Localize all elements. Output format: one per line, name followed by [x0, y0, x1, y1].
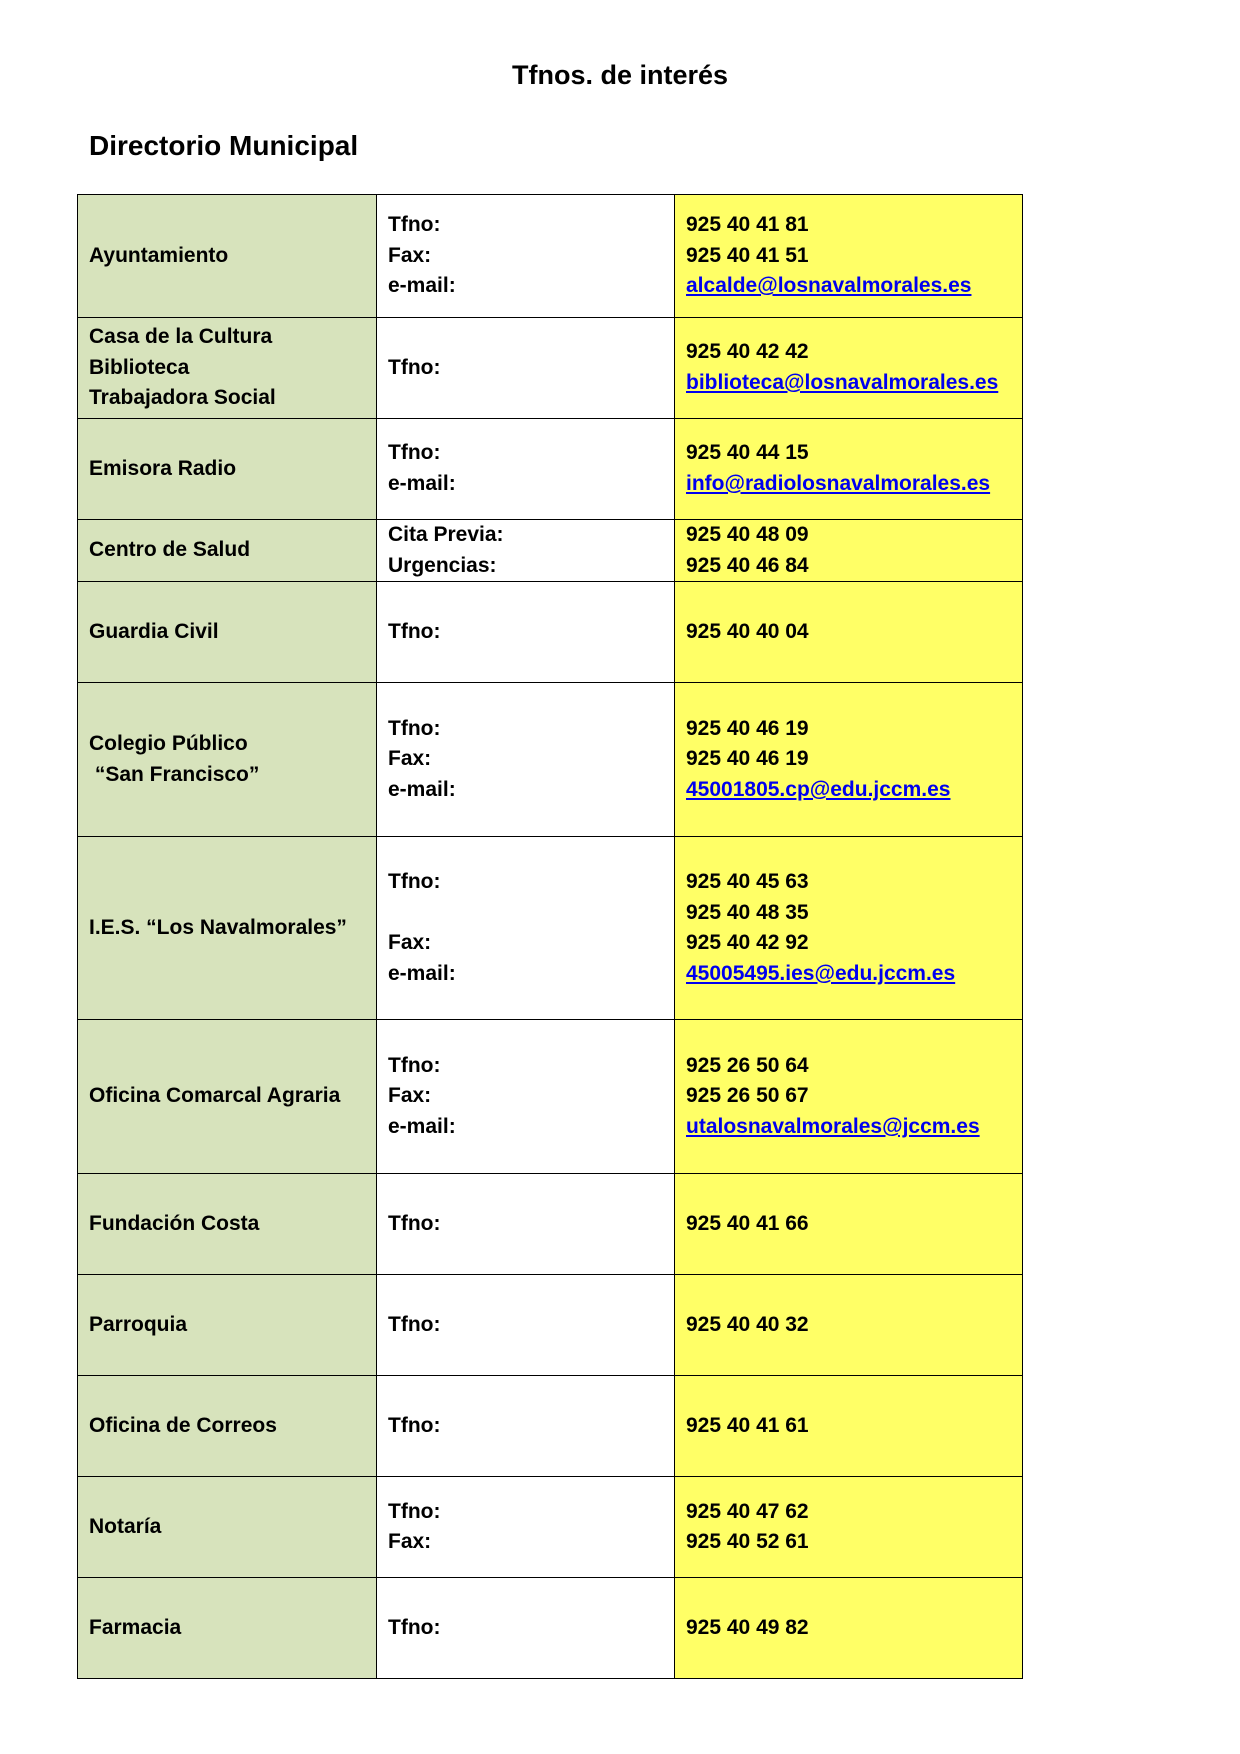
contact-type-label	[388, 898, 663, 929]
entity-name-line: Oficina Comarcal Agraria	[89, 1084, 341, 1108]
phone-number: 925 40 46 19	[686, 716, 809, 740]
email-link[interactable]: utalosnavalmorales@jccm.es	[686, 1114, 980, 1138]
contact-type-label: Tfno:	[388, 1211, 441, 1235]
contact-value-cell	[675, 1376, 1023, 1477]
contact-type-label: Tfno:	[388, 870, 441, 893]
phone-number: 925 40 41 81	[686, 213, 809, 237]
contact-type-label: Tfno:	[388, 1499, 441, 1523]
table-row	[78, 1275, 1023, 1376]
contact-value-cell	[675, 318, 1023, 419]
contact-type-cell	[377, 582, 675, 683]
entity-name-cell	[78, 419, 377, 520]
contact-value-cell	[675, 582, 1023, 683]
contact-type-cell	[377, 837, 675, 1020]
directory-table-body	[78, 195, 1023, 1679]
phone-number: 925 40 41 51	[686, 243, 809, 267]
contact-type-label: e-mail:	[388, 274, 456, 298]
entity-name-line: Fundación Costa	[89, 1211, 260, 1235]
contact-type-label: Tfno:	[388, 619, 441, 643]
contact-type-label: Tfno:	[388, 1413, 441, 1437]
contact-type-label: Fax:	[388, 931, 432, 955]
entity-name-cell	[78, 1020, 377, 1174]
contact-type-cell	[377, 318, 675, 419]
contact-value-cell	[675, 1020, 1023, 1174]
phone-number: 925 40 44 15	[686, 441, 809, 465]
contact-type-label: Tfno:	[388, 213, 441, 237]
phone-number: 925 40 40 04	[686, 619, 809, 643]
contact-type-label: e-mail:	[388, 961, 456, 985]
email-link[interactable]: info@radiolosnavalmorales.es	[686, 472, 991, 495]
entity-name-cell	[78, 1376, 377, 1477]
contact-type-cell	[377, 520, 675, 582]
contact-type-label: Fax:	[388, 1530, 432, 1554]
entity-name-cell	[78, 195, 377, 318]
phone-number: 925 40 41 66	[686, 1211, 809, 1235]
contact-type-cell	[377, 1275, 675, 1376]
phone-number: 925 26 50 67	[686, 1084, 809, 1108]
entity-name-cell	[78, 683, 377, 837]
table-row	[78, 1578, 1023, 1679]
phone-number: 925 40 49 82	[686, 1615, 809, 1639]
phone-number: 925 40 46 84	[686, 553, 809, 577]
contact-type-label: Tfno:	[388, 1615, 441, 1639]
contact-value-cell	[675, 1578, 1023, 1679]
contact-type-cell	[377, 1376, 675, 1477]
table-row	[78, 520, 1023, 582]
table-row	[78, 195, 1023, 318]
entity-name-cell	[78, 318, 377, 419]
contact-type-cell	[377, 419, 675, 520]
table-row	[78, 1477, 1023, 1578]
entity-name-cell	[78, 520, 377, 582]
table-row	[78, 582, 1023, 683]
phone-number: 925 40 42 42	[686, 340, 809, 364]
entity-name-line: Guardia Civil	[89, 619, 219, 643]
contact-type-label: Urgencias:	[388, 553, 497, 577]
phone-number: 925 40 47 62	[686, 1499, 809, 1523]
email-link[interactable]: alcalde@losnavalmorales.es	[686, 274, 972, 298]
table-row	[78, 1376, 1023, 1477]
phone-number: 925 40 48 35	[686, 900, 809, 924]
contact-type-cell	[377, 1477, 675, 1578]
contact-type-label: Fax:	[388, 1084, 432, 1108]
contact-type-cell	[377, 1578, 675, 1679]
entity-name-line: Farmacia	[89, 1615, 182, 1639]
phone-number: 925 40 52 61	[686, 1530, 809, 1554]
contact-value-cell	[675, 1477, 1023, 1578]
entity-name-line: Notaría	[89, 1514, 162, 1538]
contact-type-label: Tfno:	[388, 1312, 441, 1336]
entity-name-line: “San Francisco”	[89, 762, 260, 786]
contact-type-label: Tfno:	[388, 355, 441, 379]
entity-name-line: I.E.S. “Los Navalmorales”	[89, 915, 347, 939]
contact-value-cell	[675, 1174, 1023, 1275]
contact-value-cell	[675, 419, 1023, 520]
table-row	[78, 837, 1023, 1020]
entity-name-cell	[78, 1477, 377, 1578]
table-row	[78, 1020, 1023, 1174]
contact-type-cell	[377, 195, 675, 318]
contact-type-label: Tfno:	[388, 1053, 441, 1077]
phone-number: 925 40 48 09	[686, 523, 809, 546]
phone-number: 925 40 45 63	[686, 870, 809, 893]
entity-name-line: Oficina de Correos	[89, 1413, 277, 1437]
phone-number: 925 40 42 92	[686, 931, 809, 955]
contact-type-cell	[377, 1174, 675, 1275]
section-title: Directorio Municipal	[89, 130, 359, 161]
table-row	[78, 318, 1023, 419]
entity-name-line: Centro de Salud	[89, 538, 251, 562]
contact-value-cell	[675, 195, 1023, 318]
contact-type-cell	[377, 1020, 675, 1174]
entity-name-line: Colegio Público	[89, 732, 248, 756]
contact-value-cell	[675, 683, 1023, 837]
contact-type-label: e-mail:	[388, 472, 456, 495]
phone-number: 925 40 40 32	[686, 1312, 809, 1336]
contact-type-label: e-mail:	[388, 777, 456, 801]
entity-name-line: Parroquia	[89, 1312, 188, 1336]
contact-type-label: Fax:	[388, 243, 432, 267]
entity-name-line: Emisora Radio	[89, 456, 237, 480]
table-row	[78, 683, 1023, 837]
contact-type-label: Cita Previa:	[388, 523, 504, 546]
contact-type-label: e-mail:	[388, 1114, 456, 1138]
contact-type-label: Fax:	[388, 747, 432, 771]
contact-type-label: Tfno:	[388, 441, 441, 465]
contact-type-label: Tfno:	[388, 716, 441, 740]
entity-name-line: Casa de la Cultura	[89, 325, 273, 349]
contact-value-cell	[675, 520, 1023, 582]
entity-name-cell	[78, 1578, 377, 1679]
entity-name-cell	[78, 837, 377, 1020]
entity-name-cell	[78, 582, 377, 683]
phone-number: 925 26 50 64	[686, 1053, 809, 1077]
page-title: Tfnos. de interés	[511, 60, 729, 90]
directory-table	[77, 194, 1023, 1679]
entity-name-line: Ayuntamiento	[89, 243, 229, 267]
contact-value-cell	[675, 837, 1023, 1020]
entity-name-cell	[78, 1174, 377, 1275]
phone-number: 925 40 41 61	[686, 1413, 809, 1437]
entity-name-line: Biblioteca	[89, 355, 190, 379]
email-link[interactable]: 45005495.ies@edu.jccm.es	[686, 961, 956, 985]
phone-number: 925 40 46 19	[686, 747, 809, 771]
entity-name-line: Trabajadora Social	[89, 386, 276, 410]
contact-value-cell	[675, 1275, 1023, 1376]
contact-type-cell	[377, 683, 675, 837]
email-link[interactable]: 45001805.cp@edu.jccm.es	[686, 777, 951, 801]
table-row	[78, 419, 1023, 520]
table-row	[78, 1174, 1023, 1275]
entity-name-cell	[78, 1275, 377, 1376]
email-link[interactable]: biblioteca@losnavalmorales.es	[686, 371, 999, 394]
